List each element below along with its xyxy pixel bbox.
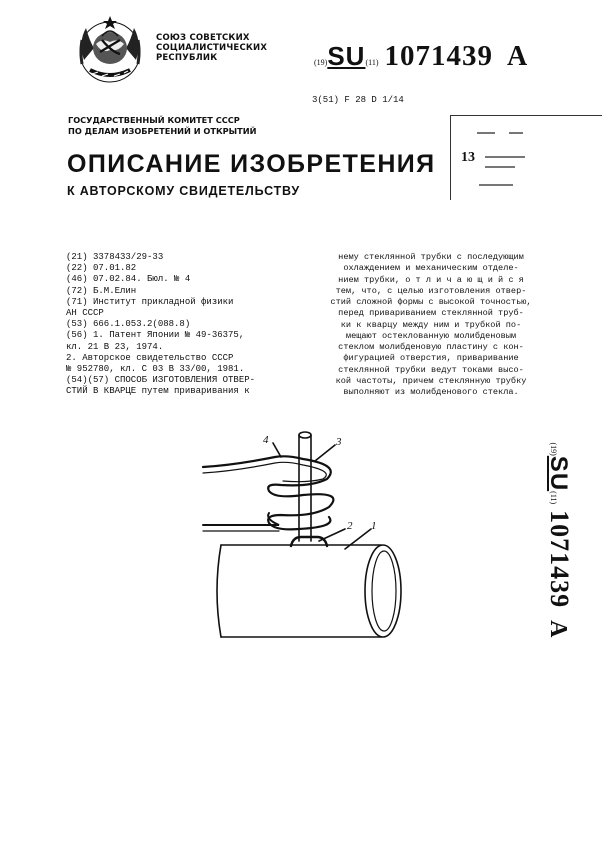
abstract-line: стеклом молибденовую пластину с кон- (338, 342, 524, 352)
side-patent-number (536, 410, 582, 670)
union-name-line: РЕСПУБЛИК (156, 53, 218, 63)
abstract-line: охлаждением и механическим отделе- (343, 263, 519, 274)
figure-label-3: 3 (336, 436, 342, 448)
committee-name (68, 115, 256, 137)
figure-label-1: 1 (371, 520, 377, 532)
abstract-line: стий сложной формы с высокой точностью, (330, 297, 532, 307)
stamp-mark (477, 132, 495, 134)
abstract-line: нием трубки, о т л и ч а ю щ и й с я (338, 274, 524, 285)
glass-rod (299, 435, 311, 541)
abstract-line: ки к кварцу между ним и трубкой по- (340, 319, 522, 330)
abstract-line: выполняют из молибденового стекла. (343, 387, 519, 397)
quartz-tube-end-inner (372, 551, 396, 631)
ipc-classification: 3(51) F 28 D 1/14 (312, 95, 404, 105)
figure-label-2: 2 (347, 520, 353, 532)
state-emblem-icon (72, 12, 148, 88)
biblio-line: (46) 07.02.84. Бюл. № 4 (66, 274, 191, 285)
side-number-code-tag: (11) (549, 491, 558, 505)
biblio-line: (21) 3378433/29-33 (66, 252, 164, 262)
biblio-line: (53) 666.1.053.2(088.8) (66, 319, 191, 330)
side-country-code-tag: (19) (549, 442, 558, 456)
biblio-line: кл. 21 В 23, 1974. (66, 341, 164, 352)
patent-kind: A (506, 41, 528, 72)
leader-line (345, 529, 371, 549)
glass-rod-top (299, 432, 311, 438)
biblio-line: (71) Институт прикладной физики (66, 296, 234, 307)
abstract-line: перед привариванием стеклянной труб- (338, 308, 524, 319)
patent-number: 1071439 (384, 40, 493, 72)
country-code-tag: (19) (314, 58, 328, 67)
quartz-tube (217, 545, 221, 637)
leader-line (315, 445, 335, 461)
bibliographic-data (66, 252, 298, 398)
biblio-line: (56) 1. Патент Японии № 49-36375, (66, 330, 245, 341)
committee-line: ПО ДЕЛАМ ИЗОБРЕТЕНИЙ И ОТКРЫТИЙ (68, 126, 257, 136)
technical-drawing (195, 425, 415, 665)
side-patent-number-value: 1071439 (545, 510, 574, 609)
committee-line: ГОСУДАРСТВЕННЫЙ КОМИТЕТ СССР (68, 115, 240, 125)
country-code: SU (327, 41, 366, 71)
abstract-line: фигурацией отверстия, приваривание (343, 353, 519, 364)
biblio-line: 2. Авторское свидетельство СССР (66, 352, 234, 363)
biblio-line: СТИЙ В КВАРЦЕ путем приваривания к (66, 386, 250, 397)
biblio-line: № 952780, кл. С 03 В 33/00, 1981. (66, 364, 245, 375)
side-patent-kind: A (545, 620, 571, 638)
abstract-line: кой частоты, причем стеклянную трубку (335, 375, 527, 386)
union-name (156, 33, 267, 63)
stamp-mark (479, 184, 513, 186)
abstract-line: стеклянной трубки ведут токами высо- (338, 364, 524, 375)
abstract-line: нему стеклянной трубки с последующим (338, 252, 524, 262)
biblio-line: (54)(57) СПОСОБ ИЗГОТОВЛЕНИЯ ОТВЕР- (66, 375, 256, 386)
leader-line (319, 529, 345, 541)
union-name-line: СОЦИАЛИСТИЧЕСКИХ (156, 43, 268, 53)
biblio-line: (22) 07.01.82 (66, 263, 137, 274)
stamp-mark (485, 166, 515, 168)
document-subtitle: К АВТОРСКОМУ СВИДЕТЕЛЬСТВУ (67, 184, 300, 198)
leader-line (273, 443, 281, 457)
stamp-mark (509, 132, 523, 134)
side-country-code: SU (545, 455, 572, 492)
number-code-tag: (11) (365, 58, 379, 67)
union-name-line: СОЮЗ СОВЕТСКИХ (156, 33, 250, 43)
figure-label-4: 4 (263, 434, 269, 446)
library-stamp (450, 115, 602, 200)
biblio-line: (72) Б.М.Елин (66, 285, 137, 296)
document-title: ОПИСАНИЕ ИЗОБРЕТЕНИЯ (67, 150, 436, 178)
abstract-line: тем, что, с целью изготовления отвер- (335, 285, 527, 296)
stamp-mark (485, 156, 525, 158)
abstract-text (312, 252, 550, 398)
stamp-number: 13 (461, 150, 475, 165)
patent-number-block (314, 40, 527, 73)
abstract-line: мещают остеклованную молибденовым (345, 330, 517, 341)
biblio-line: АН СССР (66, 308, 104, 319)
